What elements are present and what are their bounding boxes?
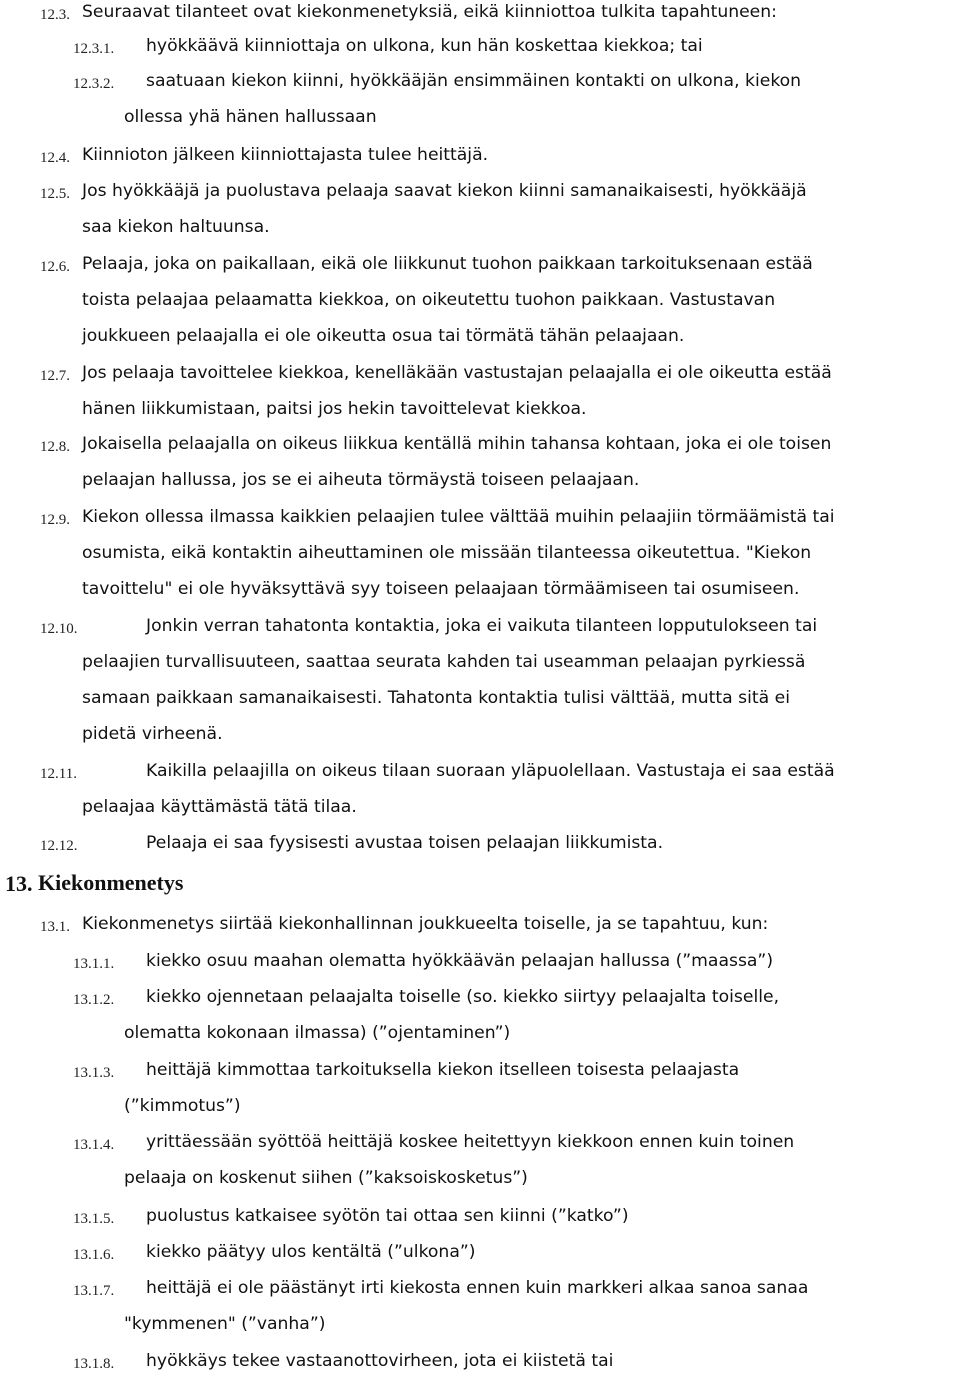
item-text: Jos hyökkääjä ja puolustava pelaaja saavat kiekon kiinni samanaikaisesti, hyökkääjä saa kiekon haltuunsa. bbox=[82, 181, 807, 237]
item-text: Seuraavat tilanteet ovat kiekonmenetyksiä, eikä kiinniottoa tulkita tapahtuneen: bbox=[82, 2, 777, 22]
item-number: 12.10. bbox=[40, 621, 78, 637]
item-number: 13.1. bbox=[40, 919, 70, 935]
item-number: 13.1.7. bbox=[73, 1283, 115, 1299]
item-number: 13.1.2. bbox=[73, 992, 115, 1008]
item-text: Kiekonmenetys siirtää kiekonhallinnan joukkueelta toiselle, ja se tapahtuu, kun: bbox=[82, 914, 769, 934]
item-text: puolustus katkaisee syötön tai ottaa sen kiinni (”katko”) bbox=[146, 1206, 629, 1226]
item-text: Jokaisella pelaajalla on oikeus liikkua kentällä mihin tahansa kohtaan, joka ei ole toisen pelaajan hallussa, jos se ei aiheuta törmäystä toiseen pelaajaan. bbox=[82, 434, 832, 490]
item-number: 13.1.4. bbox=[73, 1137, 115, 1153]
item-text: Jos pelaaja tavoittelee kiekkoa, kenelläkään vastustajan pelaajalla ei ole oikeutta estää hänen liikkumistaan, paitsi jos hekin tavoittelevat kiekkoa. bbox=[82, 363, 832, 419]
item-number: 12.11. bbox=[40, 766, 77, 782]
item-text: hyökkäys tekee vastaanottovirheen, jota ei kiistetä tai bbox=[146, 1351, 614, 1371]
item-text: saatuaan kiekon kiinni, hyökkääjän ensimmäinen kontakti on ulkona, kiekon ollessa yhä hänen hallussaan bbox=[124, 71, 802, 127]
item-text: kiekko päätyy ulos kentältä (”ulkona”) bbox=[146, 1242, 476, 1262]
item-number: 13.1.8. bbox=[73, 1356, 115, 1372]
item-number: 12.12. bbox=[40, 838, 78, 854]
item-number: 12.3. bbox=[40, 7, 70, 23]
item-number: 12.5. bbox=[40, 186, 70, 202]
item-text: Kiinnioton jälkeen kiinniottajasta tulee heittäjä. bbox=[82, 145, 489, 165]
item-number: 13.1.3. bbox=[73, 1065, 115, 1081]
item-number: 12.6. bbox=[40, 259, 70, 275]
item-text: hyökkäävä kiinniottaja on ulkona, kun hän koskettaa kiekkoa; tai bbox=[146, 36, 703, 56]
item-text: Kiekon ollessa ilmassa kaikkien pelaajien tulee välttää muihin pelaajiin törmäämistä tai osumista, eikä kontaktin aiheuttaminen ole missään tilanteessa oikeutettua. "Kiekon tavoittelu" ei ole hyväksyttävä syy toiseen pelaajaan törmäämiseen tai osumiseen. bbox=[82, 507, 835, 599]
item-text: heittäjä kimmottaa tarkoituksella kiekon itselleen toisesta pelaajasta (”kimmotus”) bbox=[124, 1060, 740, 1116]
item-number: 12.3.2. bbox=[73, 76, 115, 92]
item-number: 13.1.6. bbox=[73, 1247, 115, 1263]
item-number: 12.9. bbox=[40, 512, 70, 528]
section-title: Kiekonmenetys bbox=[38, 870, 184, 895]
item-number: 12.8. bbox=[40, 439, 70, 455]
item-text: Jonkin verran tahatonta kontaktia, joka ei vaikuta tilanteen lopputulokseen tai pelaajien turvallisuuteen, saattaa seurata kahden tai useamman pelaajan pyrkiessä samaan paikkaan samanaikaisesti. Tahatonta kontaktia tulisi välttää, mutta sitä ei pidetä virheenä. bbox=[82, 616, 818, 744]
item-number: 13.1.1. bbox=[73, 956, 115, 972]
item-text: kiekko osuu maahan olematta hyökkäävän pelaajan hallussa (”maassa”) bbox=[146, 951, 774, 971]
item-number: 12.7. bbox=[40, 368, 70, 384]
item-text: heittäjä ei ole päästänyt irti kiekosta ennen kuin markkeri alkaa sanoa sanaa "kymmenen" (”vanha”) bbox=[124, 1278, 809, 1334]
item-text: kiekko ojennetaan pelaajalta toiselle (so. kiekko siirtyy pelaajalta toiselle, olematta kokonaan ilmassa) (”ojentaminen”) bbox=[124, 987, 780, 1043]
item-number: 13.1.5. bbox=[73, 1211, 115, 1227]
item-text: Pelaaja, joka on paikallaan, eikä ole liikkunut tuohon paikkaan tarkoituksenaan estää toista pelaajaa pelaamatta kiekkoa, on oikeutettu tuohon paikkaan. Vastustavan joukkueen pelaajalla ei ole oikeutta osua tai törmätä tähän pelaajaan. bbox=[82, 254, 813, 346]
item-number: 12.3.1. bbox=[73, 41, 115, 57]
item-text: Pelaaja ei saa fyysisesti avustaa toisen pelaajan liikkumista. bbox=[146, 833, 664, 853]
item-number: 12.4. bbox=[40, 150, 70, 166]
section-number: 13. bbox=[5, 871, 33, 896]
item-text: yrittäessään syöttöä heittäjä koskee heitettyyn kiekkoon ennen kuin toinen pelaaja on koskenut siihen (”kaksoiskosketus”) bbox=[124, 1132, 795, 1188]
item-text: Kaikilla pelaajilla on oikeus tilaan suoraan yläpuolellaan. Vastustaja ei saa estää pelaajaa käyttämästä tätä tilaa. bbox=[82, 761, 835, 817]
